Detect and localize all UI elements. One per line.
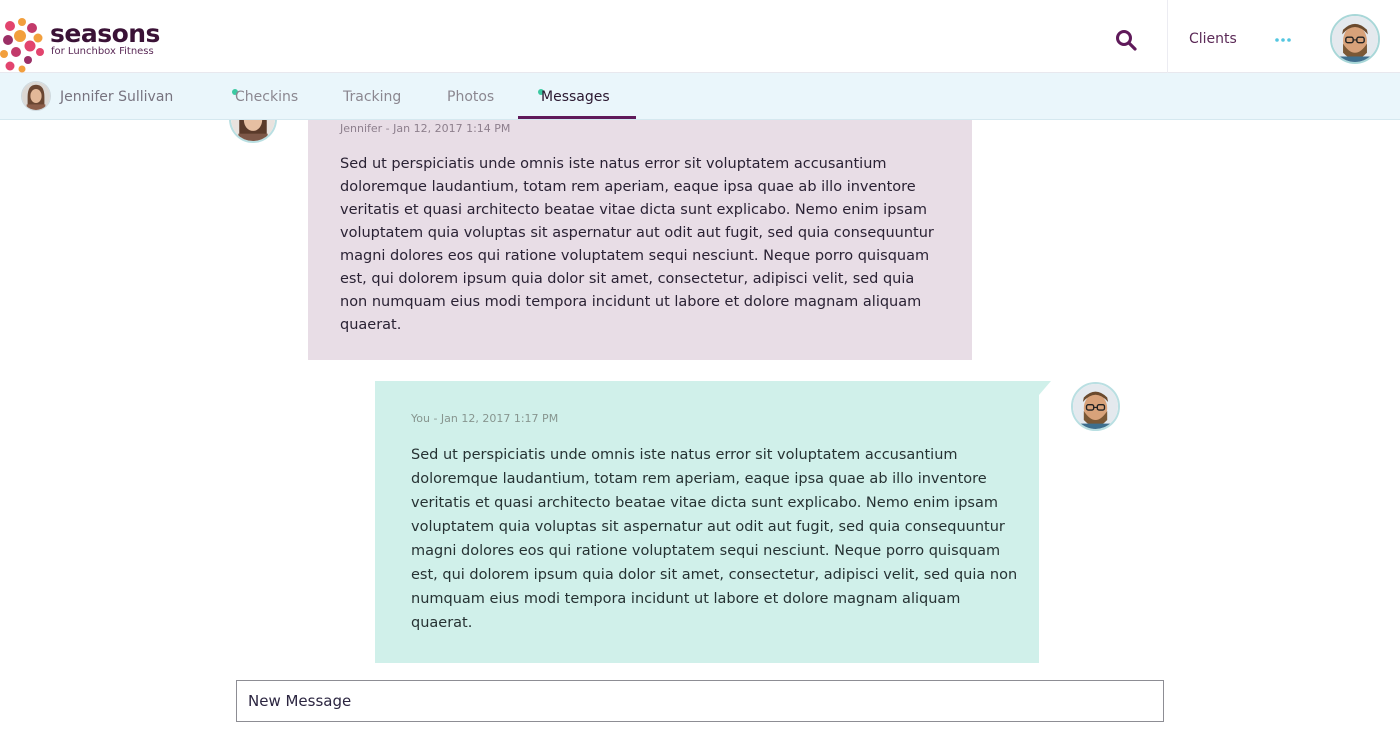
message-meta-outgoing: You - Jan 12, 2017 1:17 PM xyxy=(411,412,559,425)
seasons-logo-icon[interactable] xyxy=(0,16,46,74)
message-body-outgoing: Sed ut perspiciatis unde omnis iste natus error sit voluptatem accusantium doloremque laudantium, totam rem aperiam, eaque ipsa quae ab illo inventore veritatis et quasi architecto beatae vitae dicta sunt explicabo. Nemo enim ipsam voluptatem quia voluptas sit aspernatur aut odit aut fugit, sed quia consequuntur magni dolores eos qui ratione voluptatem sequi nesciunt. Neque porro quisquam est, qui dolorem ipsum quia dolor sit amet, consectetur, adipisci velit, sed quia non numquam eius modi tempora incidunt ut labore et dolore magnam aliquam quaerat. xyxy=(411,447,1018,631)
client-avatar[interactable] xyxy=(21,81,51,111)
new-message-input[interactable] xyxy=(236,680,1164,722)
top-header xyxy=(0,0,1400,73)
client-avatar-icon xyxy=(22,82,50,110)
tab-messages[interactable]: Messages xyxy=(541,89,610,105)
header-divider xyxy=(1167,0,1168,73)
tab-checkins[interactable]: Checkins xyxy=(235,89,299,105)
message-body-incoming: Sed ut perspiciatis unde omnis iste natus error sit voluptatem accusantium doloremque laudantium, totam rem aperiam, eaque ipsa quae ab illo inventore veritatis et quasi architecto beatae vitae dicta sunt explicabo. Nemo enim ipsam voluptatem quia voluptas sit aspernatur aut odit aut fugit, sed quia consequuntur magni dolores eos qui ratione voluptatem sequi nesciunt. Neque porro quisquam est, qui dolorem ipsum quia dolor sit amet, consectetur, adipisci velit, sed quia non numquam eius modi tempora incidunt ut labore et dolore magnam aliquam quaerat. xyxy=(340,156,934,333)
user-avatar-icon xyxy=(1332,16,1378,62)
message-bubble-tail xyxy=(1039,381,1051,395)
message-meta-incoming: Jennifer - Jan 12, 2017 1:14 PM xyxy=(340,122,511,135)
search-icon[interactable] xyxy=(1114,28,1138,52)
you-avatar-icon xyxy=(1073,384,1118,429)
user-avatar[interactable] xyxy=(1330,14,1380,64)
tab-tracking[interactable]: Tracking xyxy=(343,89,402,105)
clients-link[interactable]: Clients xyxy=(1189,31,1237,47)
brand-subtitle: for Lunchbox Fitness xyxy=(51,46,154,57)
sender-avatar-you[interactable] xyxy=(1071,382,1120,431)
ellipsis-icon[interactable] xyxy=(1274,37,1292,43)
active-tab-underline xyxy=(518,116,636,119)
brand-name: seasons xyxy=(50,19,160,48)
tab-photos[interactable]: Photos xyxy=(447,89,495,105)
client-subnav xyxy=(0,73,1400,120)
client-name[interactable]: Jennifer Sullivan xyxy=(60,89,174,105)
